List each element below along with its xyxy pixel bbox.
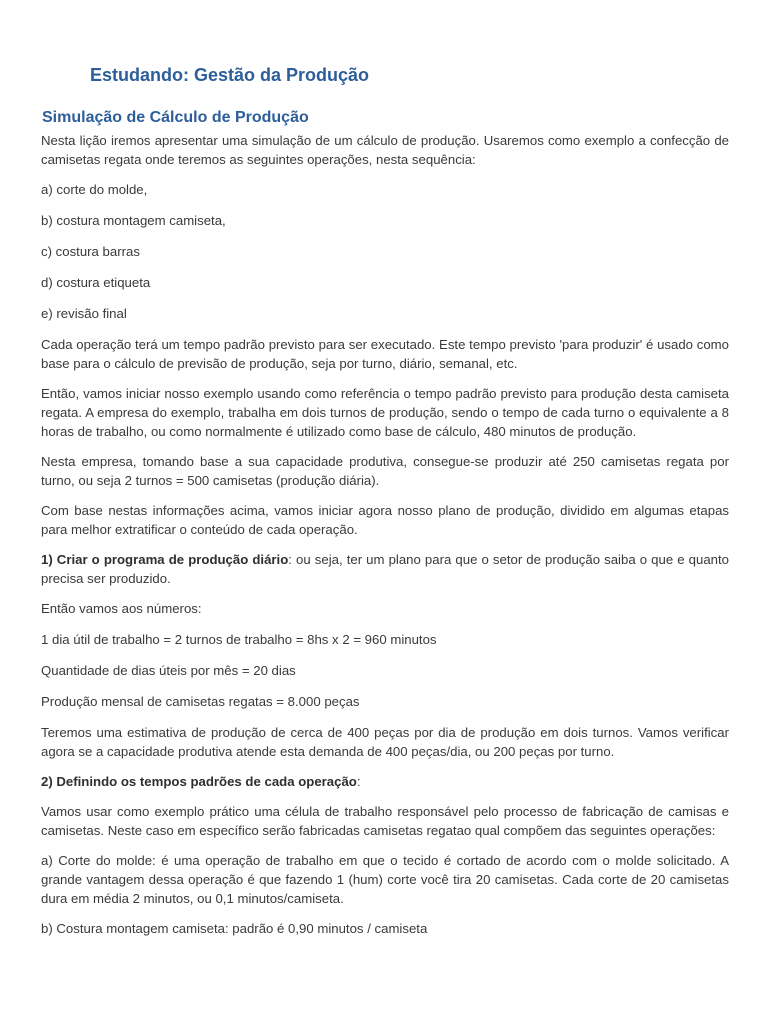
operation-item: c) costura barras <box>41 244 140 259</box>
operation-item: e) revisão final <box>41 306 127 321</box>
calc-line: 1 dia útil de trabalho = 2 turnos de trabalho = 8hs x 2 = 960 minutos <box>41 632 437 647</box>
operation-item: d) costura etiqueta <box>41 275 151 290</box>
document-title: Estudando: Gestão da Produção <box>90 65 370 85</box>
capacity-paragraph: Nesta empresa, tomando base a sua capacidade produtiva, consegue-se produzir até 250 camisetas regata por turno, ou seja 2 turnos = 500 camisetas (produção diária). <box>41 454 729 488</box>
operation-item: b) costura montagem camiseta, <box>41 213 226 228</box>
plan-paragraph: Com base nestas informações acima, vamos iniciar agora nosso plano de produção, dividido em algumas etapas para melhor extratificar o conteúdo de cada operação. <box>41 503 729 537</box>
numbers-intro: Então vamos aos números: <box>41 601 202 616</box>
step1-text: : ou seja, ter um plano para que o setor de produção saiba o que e quanto precisa ser produzido. <box>41 552 729 586</box>
calc-line: Produção mensal de camisetas regatas = 8.000 peças <box>41 694 360 709</box>
shifts-paragraph: Então, vamos iniciar nosso exemplo usando como referência o tempo padrão previsto para produção desta camiseta regata. A empresa do exemplo, trabalha em dois turnos de produção, sendo o tempo de cada turno o equivalente a 8 horas de trabalho, ou como normalmente é utilizado como base de cálculo, 480 minutos de produção. <box>41 386 729 439</box>
work-cell-paragraph: Vamos usar como exemplo prático uma célula de trabalho responsável pelo processo de fabricação de camisas e camisetas. Neste caso em específico serão fabricadas camisetas regatao qual compõem das seguintes operações: <box>41 804 729 838</box>
calc-line: Quantidade de dias úteis por mês = 20 dias <box>41 663 296 678</box>
cutting-paragraph: a) Corte do molde: é uma operação de trabalho em que o tecido é cortado de acordo com o molde solicitado. A grande vantagem dessa operação é que fazendo 1 (hum) corte você tira 20 camisetas. Cada corte de 20 camisetas dura em média 2 minutos, ou 0,1 minutos/camiseta. <box>41 853 729 906</box>
step1-paragraph <box>41 550 729 588</box>
step1-heading: 1) Criar o programa de produção diário <box>41 552 289 567</box>
step2-text: : <box>356 774 361 789</box>
operation-item: a) corte do molde, <box>41 182 148 197</box>
step2-heading: 2) Definindo os tempos padrões de cada operação <box>41 774 357 789</box>
sewing-paragraph: b) Costura montagem camiseta: padrão é 0,90 minutos / camiseta <box>41 921 428 936</box>
section-title: Simulação de Cálculo de Produção <box>42 109 309 126</box>
document-body <box>41 131 729 949</box>
step2-paragraph <box>41 772 729 791</box>
standard-time-paragraph: Cada operação terá um tempo padrão previsto para ser executado. Este tempo previsto 'para produzir' é usado como base para o cálculo de previsão de produção, seja por turno, diário, semanal, etc. <box>41 337 729 371</box>
intro-paragraph: Nesta lição iremos apresentar uma simulação de um cálculo de produção. Usaremos como exemplo a confecção de camisetas regata onde teremos as seguintes operações, nesta sequência: <box>41 133 729 167</box>
estimate-paragraph: Teremos uma estimativa de produção de cerca de 400 peças por dia de produção em dois turnos. Vamos verificar agora se a capacidade produtiva atende esta demanda de 400 peças/dia, ou 200 peças por turno. <box>41 725 729 759</box>
